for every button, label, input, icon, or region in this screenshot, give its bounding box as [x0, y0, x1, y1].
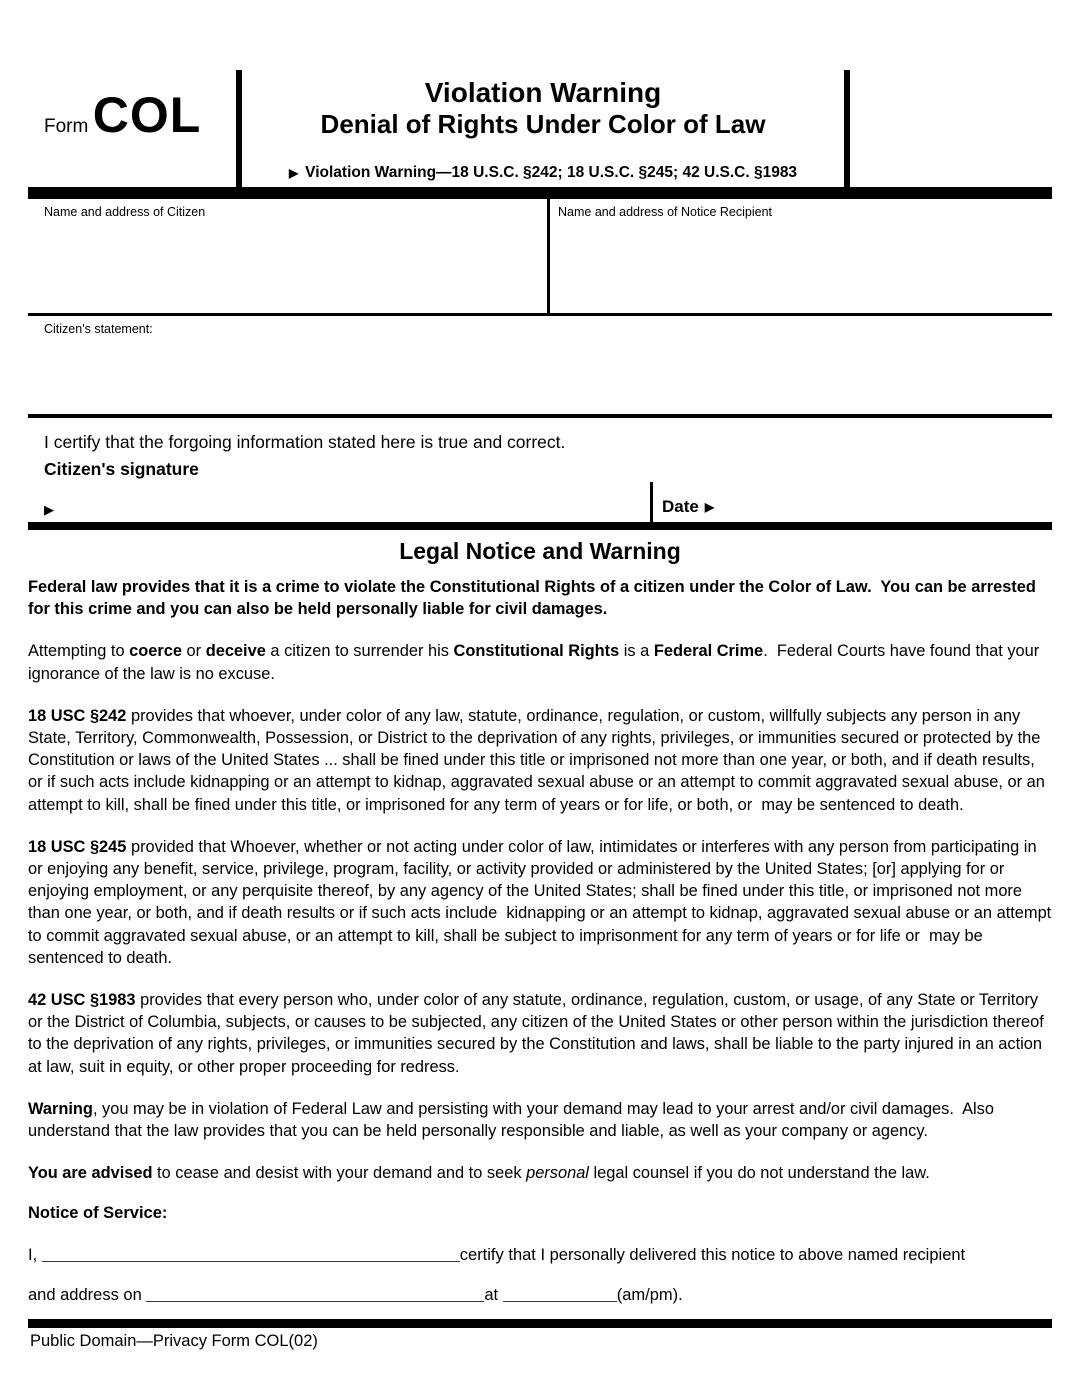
footer-rule — [28, 1319, 1052, 1328]
service-time-blank[interactable] — [503, 1289, 617, 1302]
legal-paragraph: Warning, you may be in violation of Federal Law and persisting with your demand may lead to your arrest and/or civil damages. Also understand that the law provides that you can be held personally responsible and liable, as well as your company or agency. — [28, 1099, 999, 1141]
recipient-field-label: Name and address of Notice Recipient — [558, 205, 773, 219]
recipient-name-address-field[interactable] — [550, 199, 1052, 313]
signature-date-divider — [650, 482, 653, 522]
server-name-blank[interactable] — [42, 1249, 460, 1262]
header-rule — [28, 187, 1052, 199]
parties-section — [28, 199, 1052, 313]
page-subtitle: Denial of Rights Under Color of Law — [320, 109, 766, 139]
notice-of-service-section — [28, 1204, 1052, 1305]
legal-paragraph: 18 USC §242 provides that whoever, under color of any law, statute, ordinance, regulation, or custom, willfully subjects any person in any State, Territory, Commonwealth, Possession, or District to the deprivation of any rights, privileges, or immunities secured or protected by the Constitution or laws of the United States ... shall be fined under this title or imprisoned not more than one year, or both, and if death results, or if such acts include kidnapping or an attempt to kidnap, aggravated sexual abuse or an attempt to commit aggravated sexual abuse, or an attempt to kill, shall be fined under this title, or imprisoned for any term of years or for life, or both, or may be sentenced to death. — [28, 706, 1050, 814]
date-label: Date ▶ — [662, 497, 715, 516]
service-date-blank[interactable] — [146, 1289, 484, 1302]
legal-paragraph: 18 USC §245 provided that Whoever, whether or not acting under color of law, intimidates or interferes with any person from participating in or enjoying any benefit, service, privilege, program, facility, or activity provided or administered by the United States; [or] applying for or enjoying employment, or any perquisite thereof, by any agency of the United States; shall be fined under this title, or imprisoned not more than one year, or both, and if death results or if such acts include kidnapping or an attempt to kidnap, aggravated sexual abuse or an attempt to commit aggravated sexual abuse, or an attempt to kill, shall be subject to imprisonment for any term of years or for life or may be sentenced to death. — [28, 837, 1056, 967]
signature-label: Citizen's signature — [44, 459, 199, 479]
legal-paragraph: 42 USC §1983 provides that every person who, under color of any statute, ordinance, regulation, custom, or usage, of any State or Territory or the District of Columbia, subjects, or causes to be subjected, any citizen of the United States or other person within the jurisdiction thereof to the deprivation of any rights, privileges, or immunities secured by the Constitution and laws, shall be liable to the party injured in an action at law, suit in equity, or other proper proceeding for redress. — [28, 991, 1049, 1076]
legal-paragraph: You are advised to cease and desist with your demand and to seek personal legal counsel if you do not understand the law. — [28, 1164, 930, 1183]
form-title-block — [236, 70, 850, 187]
header-right-spacer — [850, 70, 1052, 187]
citizen-name-address-field[interactable] — [28, 199, 547, 313]
legal-notice-heading: Legal Notice and Warning — [399, 538, 681, 564]
signature-bottom-rule — [28, 522, 1052, 530]
statute-reference-line — [289, 164, 797, 187]
date-arrow-icon: ▶ — [704, 500, 715, 514]
service-line-1: I, certify that I personally delivered this notice to above named recipient — [28, 1246, 966, 1265]
signature-field[interactable] — [62, 482, 642, 522]
date-field[interactable] — [748, 482, 1052, 522]
service-line-2: and address on at (am/pm). — [28, 1286, 683, 1305]
form-label: Form — [44, 116, 89, 137]
citizen-statement-field[interactable] — [28, 316, 1052, 414]
certification-section — [28, 418, 1052, 482]
legal-paragraph: Attempting to coerce or deceive a citizen to surrender his Constitutional Rights is a Federal Crime. Federal Courts have found that your ignorance of the law is no excuse. — [28, 642, 1044, 683]
statement-label: Citizen's statement: — [44, 322, 153, 336]
signature-row — [28, 482, 1052, 522]
form-header — [28, 70, 1052, 187]
legal-paragraphs — [28, 576, 1056, 1184]
statute-reference-text: Violation Warning—18 U.S.C. §242; 18 U.S.C. §245; 42 U.S.C. §1983 — [305, 164, 798, 181]
certify-statement: I certify that the forgoing information stated here is true and correct. — [44, 432, 566, 452]
footer-text: Public Domain—Privacy Form COL(02) — [30, 1332, 318, 1351]
notice-of-service-heading: Notice of Service: — [28, 1204, 168, 1223]
form-code-block — [28, 70, 236, 187]
signature-arrow-icon: ▶ — [44, 502, 54, 517]
page-title: Violation Warning — [424, 77, 662, 108]
citizen-field-label: Name and address of Citizen — [44, 205, 206, 219]
form-code: COL — [92, 87, 202, 143]
pointer-icon: ▶ — [288, 166, 299, 180]
legal-paragraph: Federal law provides that it is a crime to violate the Constitutional Rights of a citizen under the Color of Law. You can be arrested for this crime and you can also be held personally liable for civil damages. — [28, 578, 1041, 619]
